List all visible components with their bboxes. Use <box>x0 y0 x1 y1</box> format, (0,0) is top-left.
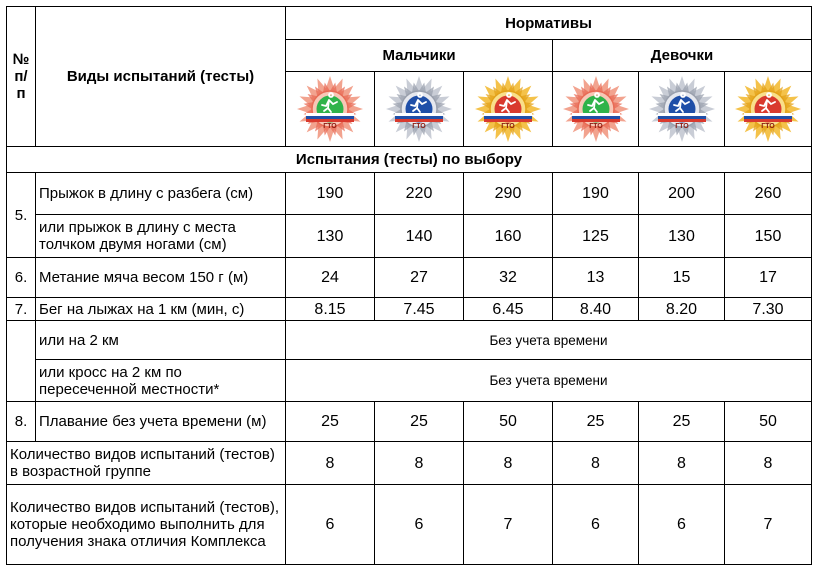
value-cell: 6 <box>639 485 725 565</box>
value-cell: 32 <box>464 258 553 298</box>
gto-badge-silver-icon <box>385 75 453 143</box>
table-row <box>7 321 812 360</box>
value-cell: 8 <box>464 442 553 485</box>
gto-badge-bronze-icon <box>562 75 630 143</box>
svg-text:ГТО: ГТО <box>501 123 515 130</box>
row-number: 8. <box>7 402 36 442</box>
table-row <box>7 258 812 298</box>
table-row <box>7 173 812 215</box>
svg-text:ГТО: ГТО <box>761 123 775 130</box>
summary-label: Количество видов испытаний (тестов) в возрастной группе <box>7 442 286 485</box>
value-cell: 6 <box>286 485 375 565</box>
norms-table <box>6 6 812 565</box>
value-cell: 7 <box>725 485 812 565</box>
gto-badge-gold-icon <box>474 75 542 143</box>
header-boys: Мальчики <box>286 40 553 72</box>
badge-cell <box>286 72 375 147</box>
value-cell: 25 <box>286 402 375 442</box>
test-label: Бег на лыжах на 1 км (мин, с) <box>36 298 286 321</box>
value-cell: 15 <box>639 258 725 298</box>
table-row <box>7 442 812 485</box>
table-row <box>7 215 812 258</box>
value-cell: 150 <box>725 215 812 258</box>
value-cell: 27 <box>375 258 464 298</box>
value-cell: 8 <box>375 442 464 485</box>
test-label: или прыжок в длину с места толчком двумя ногами (см) <box>36 215 286 258</box>
value-cell: 8 <box>639 442 725 485</box>
test-label: Прыжок в длину с разбега (см) <box>36 173 286 215</box>
table-row <box>7 485 812 565</box>
gto-badge-silver-icon <box>648 75 716 143</box>
table-row <box>7 298 812 321</box>
value-cell: 7.45 <box>375 298 464 321</box>
gto-badge-gold-icon <box>734 75 802 143</box>
value-cell: 17 <box>725 258 812 298</box>
value-cell: 125 <box>553 215 639 258</box>
section-title: Испытания (тесты) по выбору <box>7 147 812 173</box>
row-number: 5. <box>7 173 36 258</box>
header-num: № п/п <box>7 7 36 147</box>
badge-cell <box>725 72 812 147</box>
value-cell: 260 <box>725 173 812 215</box>
value-cell: 160 <box>464 215 553 258</box>
value-cell: 8.40 <box>553 298 639 321</box>
badge-cell <box>639 72 725 147</box>
value-cell: 7.30 <box>725 298 812 321</box>
test-label: или на 2 км <box>36 321 286 360</box>
no-time-note: Без учета времени <box>286 360 812 402</box>
value-cell: 8 <box>725 442 812 485</box>
header-norms: Нормативы <box>286 7 812 40</box>
row-number-empty <box>7 321 36 402</box>
svg-text:ГТО: ГТО <box>323 123 337 130</box>
value-cell: 50 <box>464 402 553 442</box>
value-cell: 25 <box>553 402 639 442</box>
svg-text:ГТО: ГТО <box>412 123 426 130</box>
value-cell: 6 <box>553 485 639 565</box>
value-cell: 220 <box>375 173 464 215</box>
row-number: 7. <box>7 298 36 321</box>
value-cell: 6 <box>375 485 464 565</box>
header-girls: Девочки <box>553 40 812 72</box>
badge-cell <box>464 72 553 147</box>
value-cell: 290 <box>464 173 553 215</box>
no-time-note: Без учета времени <box>286 321 812 360</box>
value-cell: 190 <box>553 173 639 215</box>
value-cell: 140 <box>375 215 464 258</box>
value-cell: 25 <box>639 402 725 442</box>
gto-badge-bronze-icon <box>296 75 364 143</box>
value-cell: 13 <box>553 258 639 298</box>
value-cell: 8 <box>553 442 639 485</box>
value-cell: 200 <box>639 173 725 215</box>
summary-label: Количество видов испытаний (тестов), которые необходимо выполнить для получения знака отличия Комплекса <box>7 485 286 565</box>
value-cell: 130 <box>286 215 375 258</box>
table-row <box>7 402 812 442</box>
value-cell: 25 <box>375 402 464 442</box>
table-row <box>7 360 812 402</box>
test-label: Метание мяча весом 150 г (м) <box>36 258 286 298</box>
value-cell: 8.15 <box>286 298 375 321</box>
value-cell: 7 <box>464 485 553 565</box>
badge-cell <box>553 72 639 147</box>
row-number: 6. <box>7 258 36 298</box>
value-cell: 130 <box>639 215 725 258</box>
svg-text:ГТО: ГТО <box>588 123 603 130</box>
value-cell: 190 <box>286 173 375 215</box>
value-cell: 8 <box>286 442 375 485</box>
svg-text:ГТО: ГТО <box>674 123 689 130</box>
test-label: Плавание без учета времени (м) <box>36 402 286 442</box>
header-tests: Виды испытаний (тесты) <box>36 7 286 147</box>
value-cell: 50 <box>725 402 812 442</box>
value-cell: 6.45 <box>464 298 553 321</box>
value-cell: 8.20 <box>639 298 725 321</box>
badge-cell <box>375 72 464 147</box>
test-label: или кросс на 2 км по пересеченной местности* <box>36 360 286 402</box>
value-cell: 24 <box>286 258 375 298</box>
